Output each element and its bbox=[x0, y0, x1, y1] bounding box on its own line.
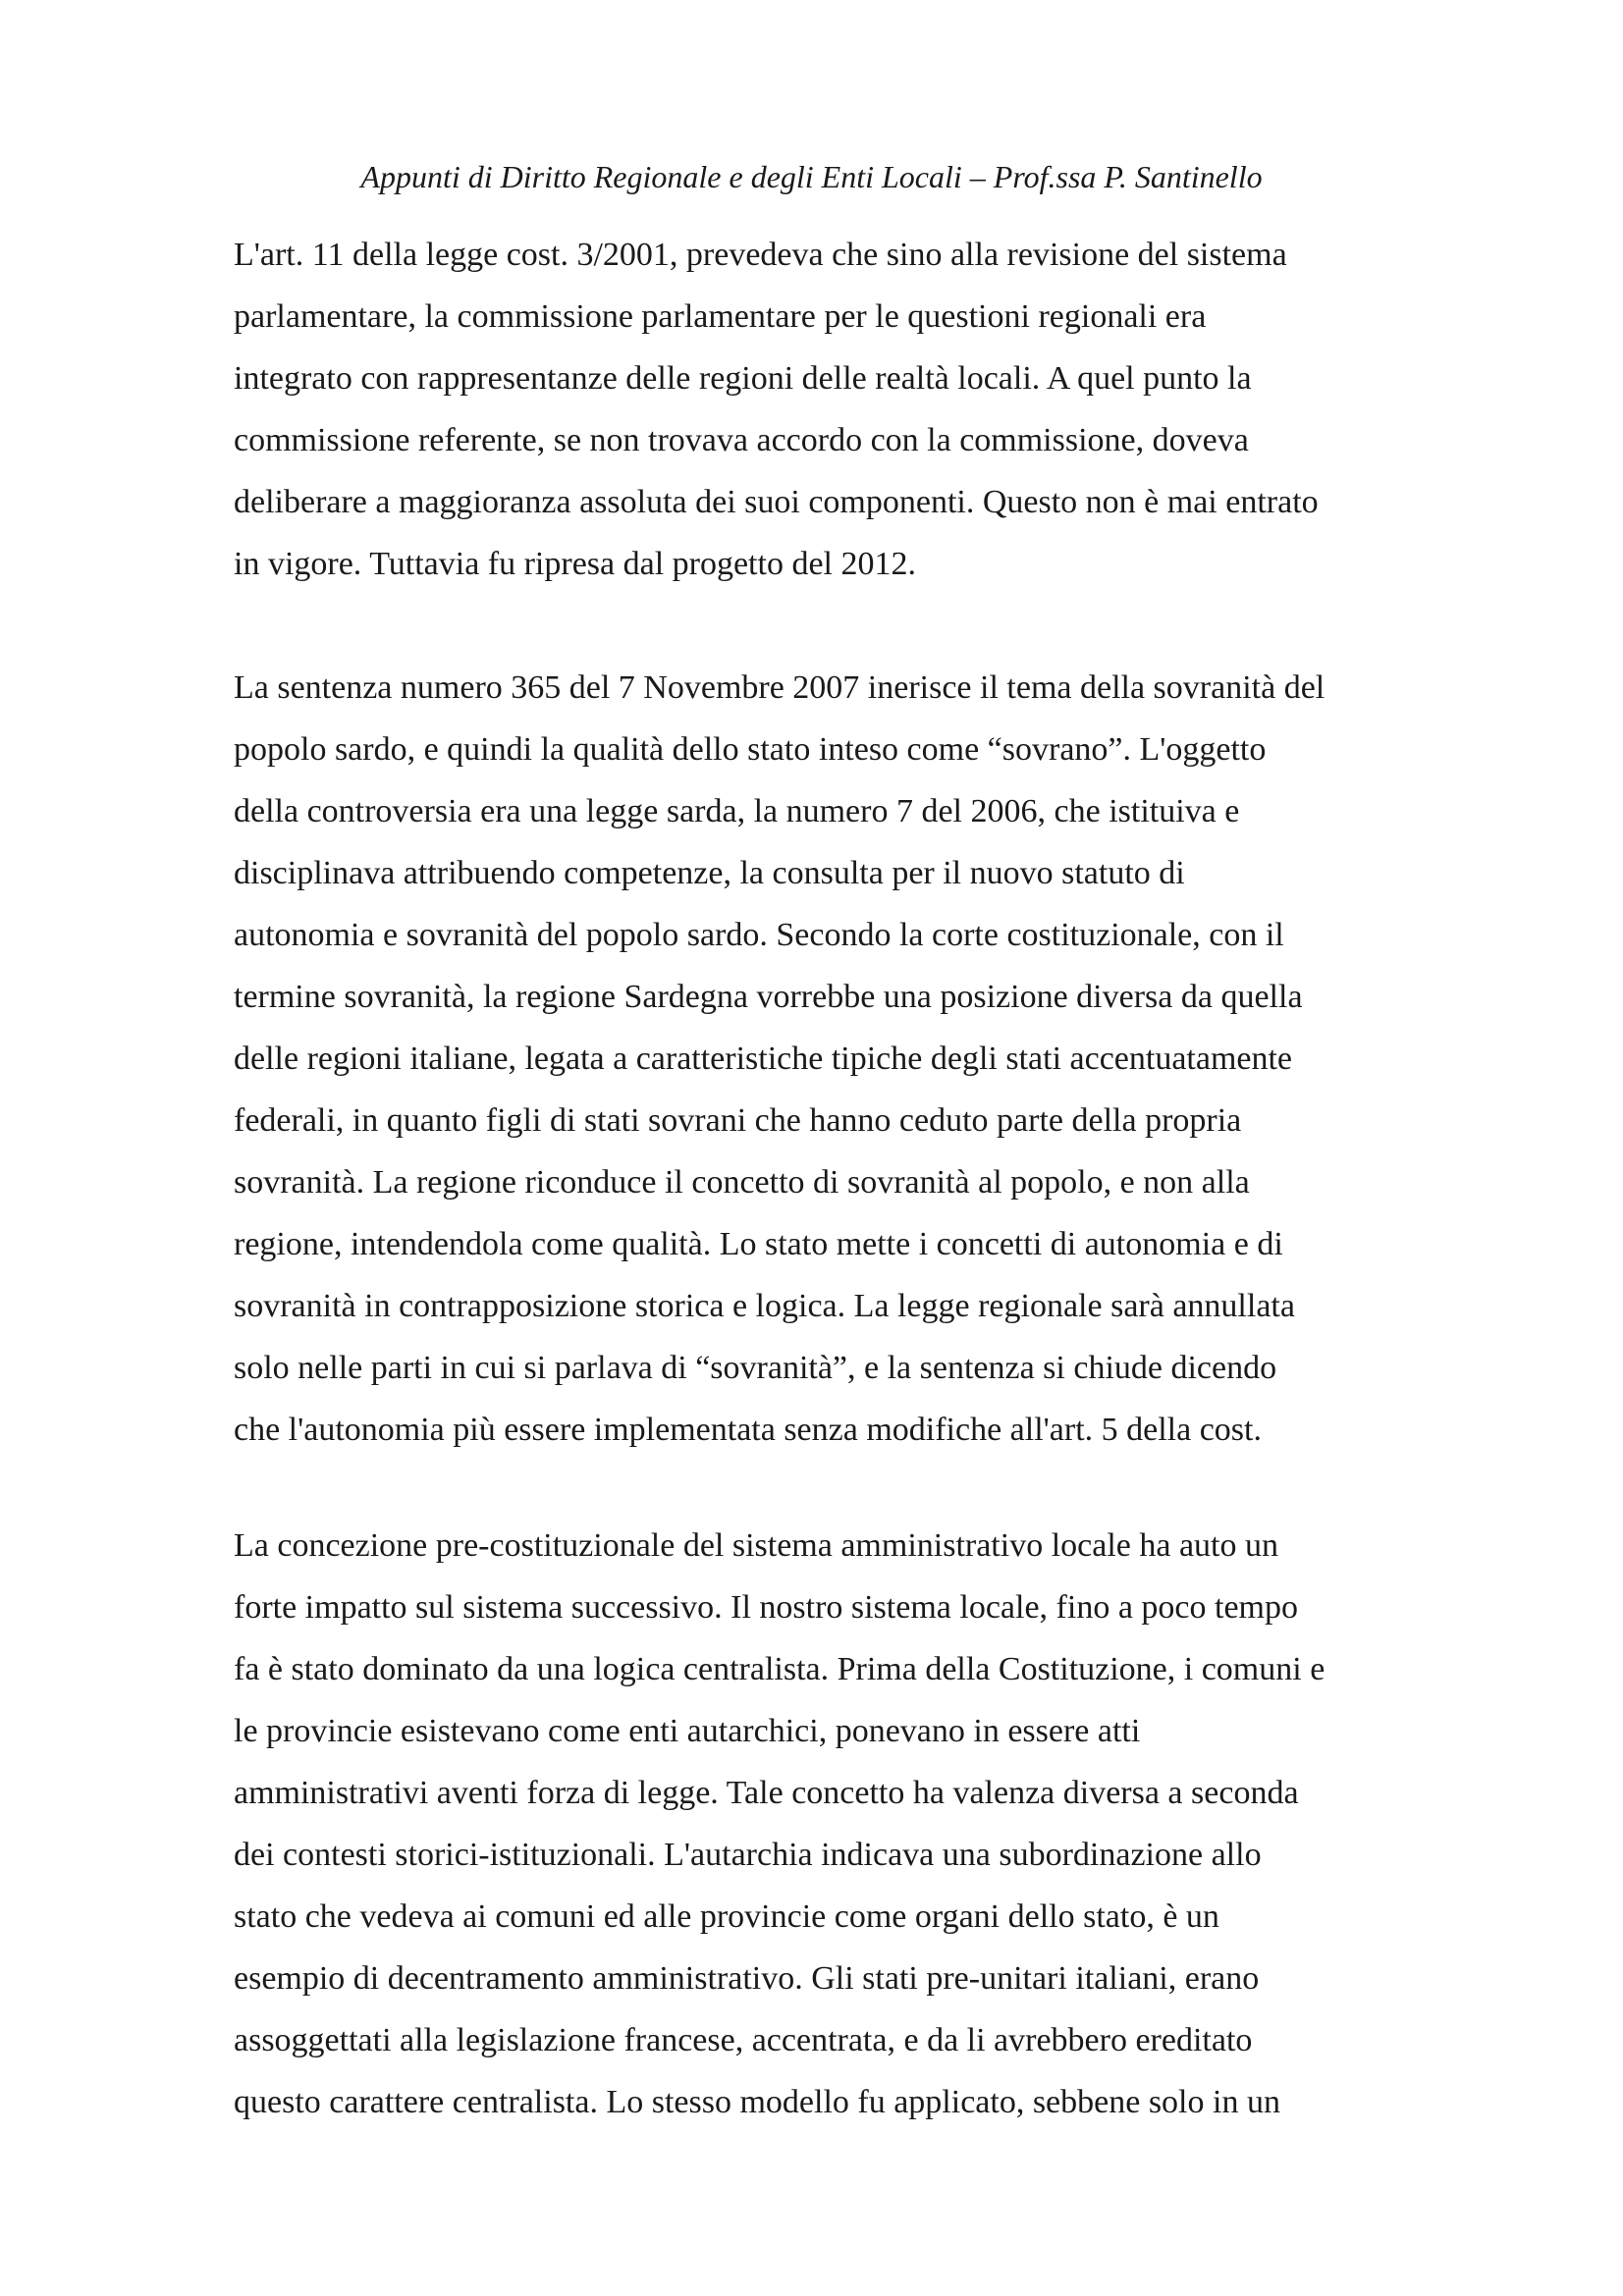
text-line: assoggettati alla legislazione francese, accentrata, e da li avrebbero ereditato bbox=[234, 2022, 1253, 2058]
text-line: dei contesti storici-istituzionali. L'autarchia indicava una subordinazione allo bbox=[234, 1837, 1262, 1873]
text-line: federali, in quanto figli di stati sovrani che hanno ceduto parte della propria bbox=[234, 1102, 1242, 1139]
text-line: commissione referente, se non trovava accordo con la commissione, doveva bbox=[234, 422, 1249, 458]
text-line: L'art. 11 della legge cost. 3/2001, prevedeva che sino alla revisione del sistema bbox=[234, 237, 1287, 273]
text-line: in vigore. Tuttavia fu ripresa dal progetto del 2012. bbox=[234, 546, 916, 582]
text-line: La concezione pre-costituzionale del sistema amministrativo locale ha auto un bbox=[234, 1527, 1278, 1564]
text-line: parlamentare, la commissione parlamentare per le questioni regionali era bbox=[234, 298, 1207, 335]
text-line: stato che vedeva ai comuni ed alle provincie come organi dello stato, è un bbox=[234, 1898, 1219, 1935]
text-line: le provincie esistevano come enti autarchici, ponevano in essere atti bbox=[234, 1713, 1141, 1749]
text-line: popolo sardo, e quindi la qualità dello stato inteso come “sovrano”. L'oggetto bbox=[234, 731, 1267, 768]
text-line: integrato con rappresentanze delle regioni delle realtà locali. A quel punto la bbox=[234, 360, 1252, 397]
page-header: Appunti di Diritto Regionale e degli Enti Locali – Prof.ssa P. Santinello bbox=[360, 159, 1263, 194]
paragraph-3 bbox=[234, 1515, 1412, 2133]
text-line: solo nelle parti in cui si parlava di “sovranità”, e la sentenza si chiude dicendo bbox=[234, 1350, 1277, 1386]
text-line: deliberare a maggioranza assoluta dei suoi componenti. Questo non è mai entrato bbox=[234, 484, 1319, 520]
paragraph-2 bbox=[234, 657, 1412, 1461]
text-line: della controversia era una legge sarda, la numero 7 del 2006, che istituiva e bbox=[234, 793, 1240, 829]
text-line: disciplinava attribuendo competenze, la consulta per il nuovo statuto di bbox=[234, 855, 1185, 891]
text-line: La sentenza numero 365 del 7 Novembre 2007 inerisce il tema della sovranità del bbox=[234, 669, 1325, 706]
text-line: autonomia e sovranità del popolo sardo. Secondo la corte costituzionale, con il bbox=[234, 917, 1284, 953]
text-line: amministrativi aventi forza di legge. Tale concetto ha valenza diversa a seconda bbox=[234, 1775, 1299, 1811]
text-line: esempio di decentramento amministrativo. Gli stati pre-unitari italiani, erano bbox=[234, 1960, 1260, 1997]
text-line: termine sovranità, la regione Sardegna vorrebbe una posizione diversa da quella bbox=[234, 979, 1303, 1015]
text-line: fa è stato dominato da una logica centralista. Prima della Costituzione, i comuni e bbox=[234, 1651, 1325, 1687]
text-line: sovranità in contrapposizione storica e logica. La legge regionale sarà annullata bbox=[234, 1288, 1295, 1324]
paragraph-1 bbox=[234, 224, 1412, 595]
text-line: sovranità. La regione riconduce il concetto di sovranità al popolo, e non alla bbox=[234, 1164, 1250, 1201]
text-line: questo carattere centralista. Lo stesso modello fu applicato, sebbene solo in un bbox=[234, 2084, 1280, 2120]
text-line: forte impatto sul sistema successivo. Il nostro sistema locale, fino a poco tempo bbox=[234, 1589, 1298, 1626]
text-line: delle regioni italiane, legata a caratteristiche tipiche degli stati accentuatamente bbox=[234, 1041, 1293, 1077]
text-line: che l'autonomia più essere implementata senza modifiche all'art. 5 della cost. bbox=[234, 1412, 1262, 1448]
text-line: regione, intendendola come qualità. Lo stato mette i concetti di autonomia e di bbox=[234, 1226, 1283, 1262]
